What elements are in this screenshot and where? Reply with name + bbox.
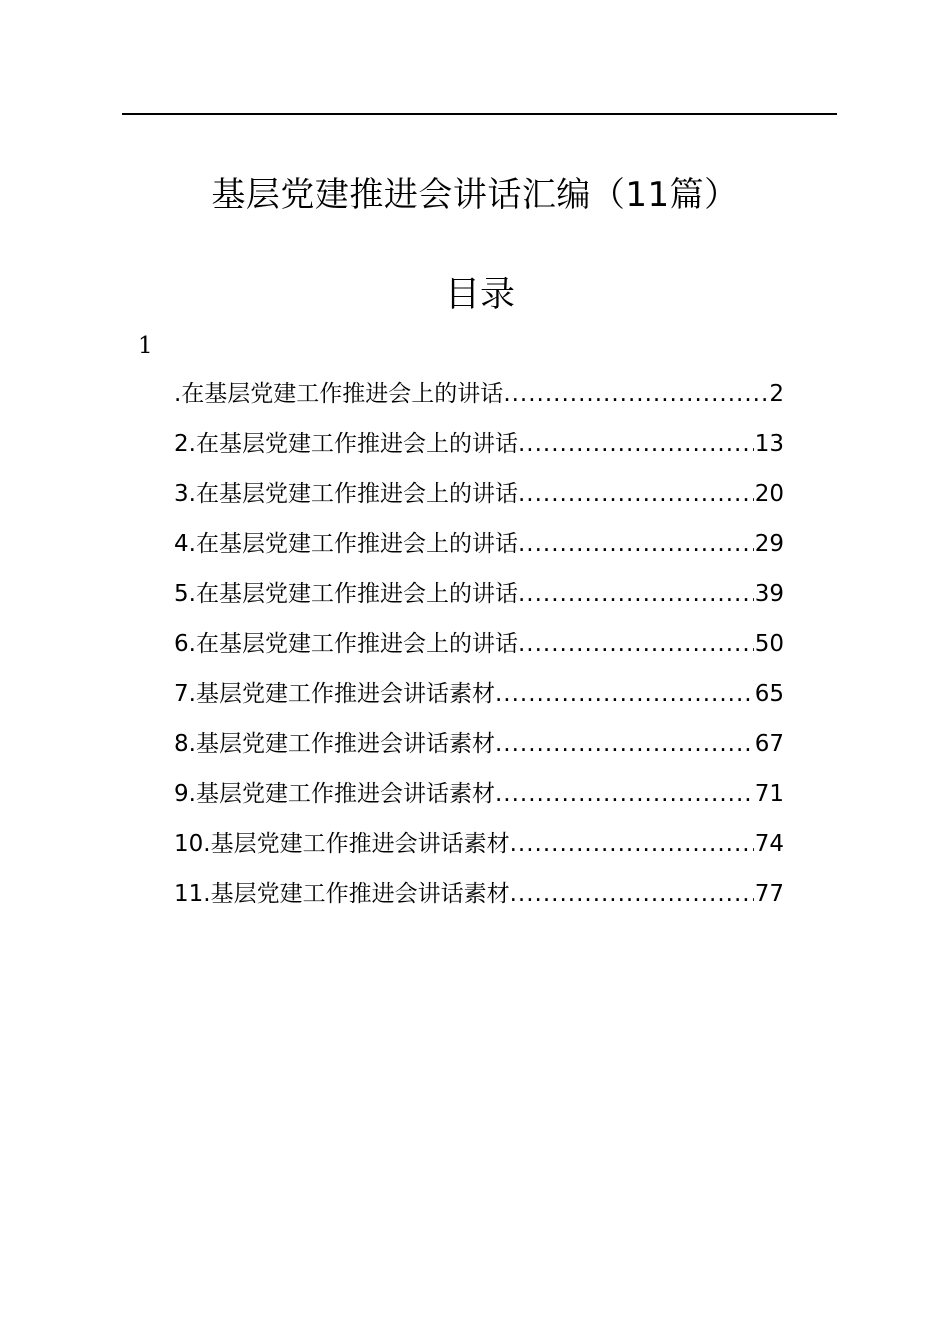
toc-entry-7[interactable] (174, 678, 784, 728)
toc-entry-label: 11.基层党建工作推进会讲话素材 (174, 881, 510, 907)
toc-entry-11[interactable] (174, 878, 784, 928)
toc-entry-label: .在基层党建工作推进会上的讲话 (174, 381, 504, 407)
toc-entry-label: 4.在基层党建工作推进会上的讲话 (174, 531, 518, 557)
toc-entry-8[interactable] (174, 728, 784, 778)
dot-leader (510, 878, 754, 910)
toc-entry-label: 3.在基层党建工作推进会上的讲话 (174, 481, 518, 507)
toc-entry-label: 6.在基层党建工作推进会上的讲话 (174, 631, 518, 657)
toc-entry-page: 50 (754, 631, 784, 657)
toc-heading: 目录 (444, 275, 515, 315)
toc-entry-4[interactable] (174, 528, 784, 578)
table-of-contents (174, 378, 784, 928)
toc-entry-5[interactable] (174, 578, 784, 628)
toc-entry-2[interactable] (174, 428, 784, 478)
toc-entry-label: 9.基层党建工作推进会讲话素材 (174, 781, 495, 807)
dot-leader (510, 828, 754, 860)
dot-leader (495, 728, 754, 760)
toc-entry-page: 2 (769, 381, 784, 407)
toc-entry-9[interactable] (174, 778, 784, 828)
header-rule (122, 113, 837, 115)
toc-entry-page: 65 (754, 681, 784, 707)
toc-entry-label: 7.基层党建工作推进会讲话素材 (174, 681, 495, 707)
toc-entry-page: 67 (754, 731, 784, 757)
dot-leader (518, 478, 754, 510)
toc-entry-3[interactable] (174, 478, 784, 528)
toc-entry-label: 8.基层党建工作推进会讲话素材 (174, 731, 495, 757)
dot-leader (495, 678, 754, 710)
toc-entry-label: 10.基层党建工作推进会讲话素材 (174, 831, 510, 857)
toc-entry-6[interactable] (174, 628, 784, 678)
toc-entry-10[interactable] (174, 828, 784, 878)
dot-leader (495, 778, 754, 810)
dot-leader (518, 428, 754, 460)
toc-entry-page: 39 (754, 581, 784, 607)
toc-entry-1[interactable] (174, 378, 784, 428)
toc-entry-page: 74 (754, 831, 784, 857)
dot-leader (503, 378, 768, 410)
toc-entry-label: 2.在基层党建工作推进会上的讲话 (174, 431, 518, 457)
toc-entry-page: 29 (754, 531, 784, 557)
stray-page-number: 1 (138, 333, 153, 359)
dot-leader (518, 528, 754, 560)
toc-entry-page: 77 (754, 881, 784, 907)
toc-entry-page: 20 (754, 481, 784, 507)
dot-leader (518, 578, 754, 610)
toc-entry-label: 5.在基层党建工作推进会上的讲话 (174, 581, 518, 607)
dot-leader (518, 628, 754, 660)
toc-entry-page: 71 (754, 781, 784, 807)
document-title: 基层党建推进会讲话汇编（11篇） (211, 175, 739, 215)
toc-entry-page: 13 (754, 431, 784, 457)
